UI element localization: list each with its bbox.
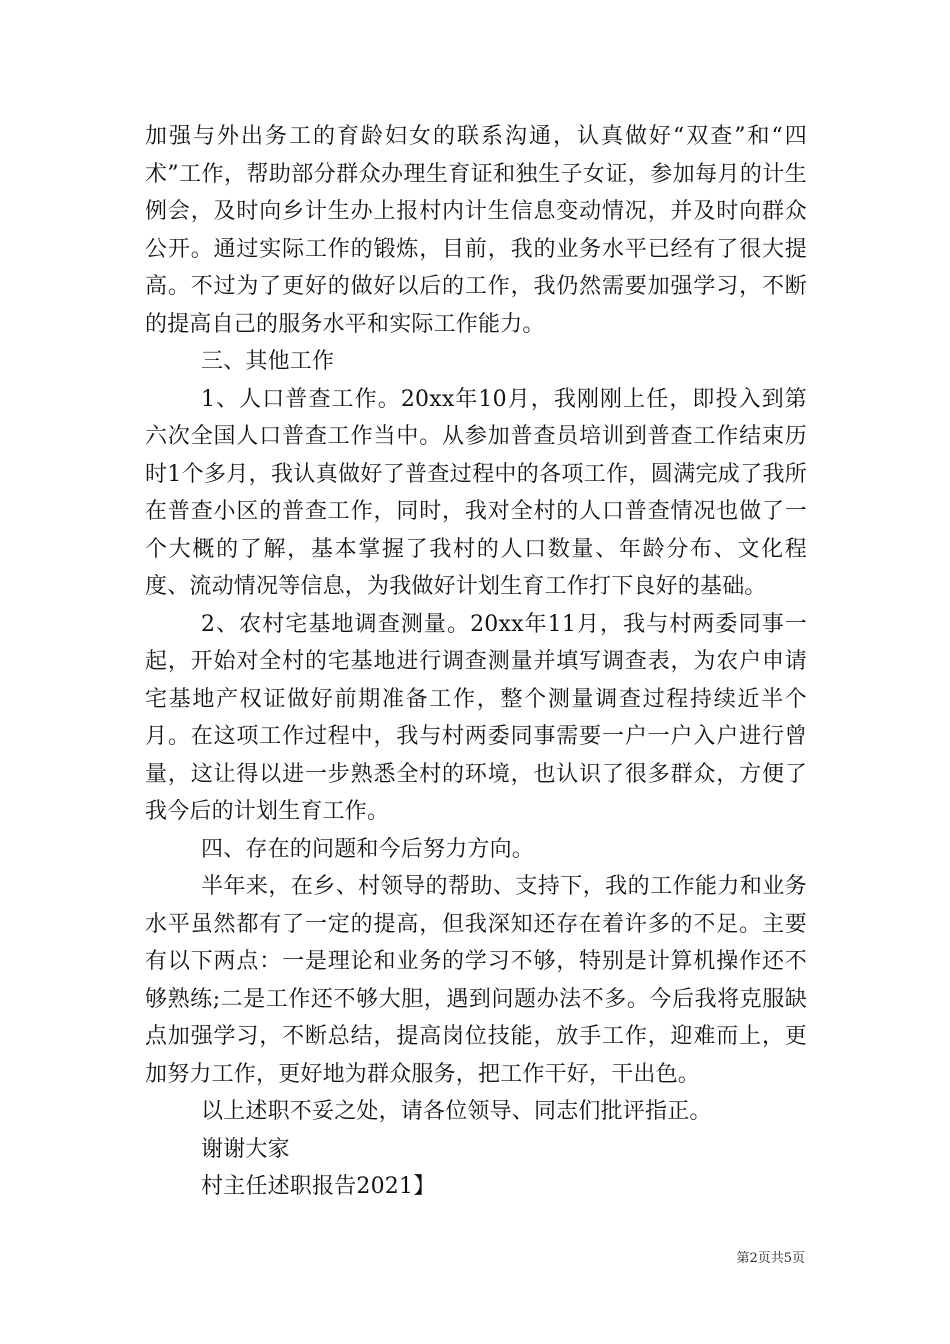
section-heading-other-work: 三、其他工作 <box>201 349 335 374</box>
paragraph-homestead-survey: 2、农村宅基地调查测量。20xx年11月，我与村两委同事一起，开始对全村的宅基地进行调查测量并填写调查表，为农户申请宅基地产权证做好前期准备工作，整个测量调查过程持续近半个月。在这项工作过程中，我与村两委同事需要一户一户入户进行曾量，这让得以进一步熟悉全村的环境，也认识了很多群众，方便了我今后的计划生育工作。 <box>145 611 807 824</box>
paragraph-closing-remark: 以上述职不妥之处，请各位领导、同志们批评指正。 <box>201 1099 712 1124</box>
section-heading-problems: 四、存在的问题和今后努力方向。 <box>201 836 535 862</box>
paragraph-thanks: 谢谢大家 <box>201 1136 290 1162</box>
paragraph-continuation: 加强与外出务工的育龄妇女的联系沟通，认真做好“双查”和“四术”工作，帮助部分群众办理生育证和独生子女证，参加每月的计生例会，及时向乡计生办上报村内计生信息变动情况，并及时向群众公开。通过实际工作的锻炼，目前，我的业务水平已经有了很大提高。不过为了更好的做好以后的工作，我仍然需要加强学习，不断的提高自己的服务水平和实际工作能力。 <box>145 124 807 337</box>
paragraph-title-reference: 村主任述职报告2021】 <box>201 1174 436 1199</box>
paragraph-half-year-summary: 半年来，在乡、村领导的帮助、支持下，我的工作能力和业务水平虽然都有了一定的提高，但我深知还存在着许多的不足。主要有以下两点：一是理论和业务的学习不够，特别是计算机操作还不够熟练;二是工作还不够大胆，遇到问题办法不多。今后我将克服缺点加强学习，不断总结，提高岗位技能，放手工作，迎难而上，更加努力工作，更好地为群众服务，把工作干好，干出色。 <box>145 874 807 1087</box>
page-number-footer: 第2页共5页 <box>736 1251 805 1266</box>
document-body <box>145 118 807 1206</box>
paragraph-census-work: 1、人口普查工作。20xx年10月，我刚刚上任，即投入到第六次全国人口普查工作当中。从参加普查员培训到普查工作结束历时1个多月，我认真做好了普查过程中的各项工作，圆满完成了我所在普查小区的普查工作，同时，我对全村的人口普查情况也做了一个大概的了解，基本掌握了我村的人口数量、年龄分布、文化程度、流动情况等信息，为我做好计划生育工作打下良好的基础。 <box>145 386 807 599</box>
